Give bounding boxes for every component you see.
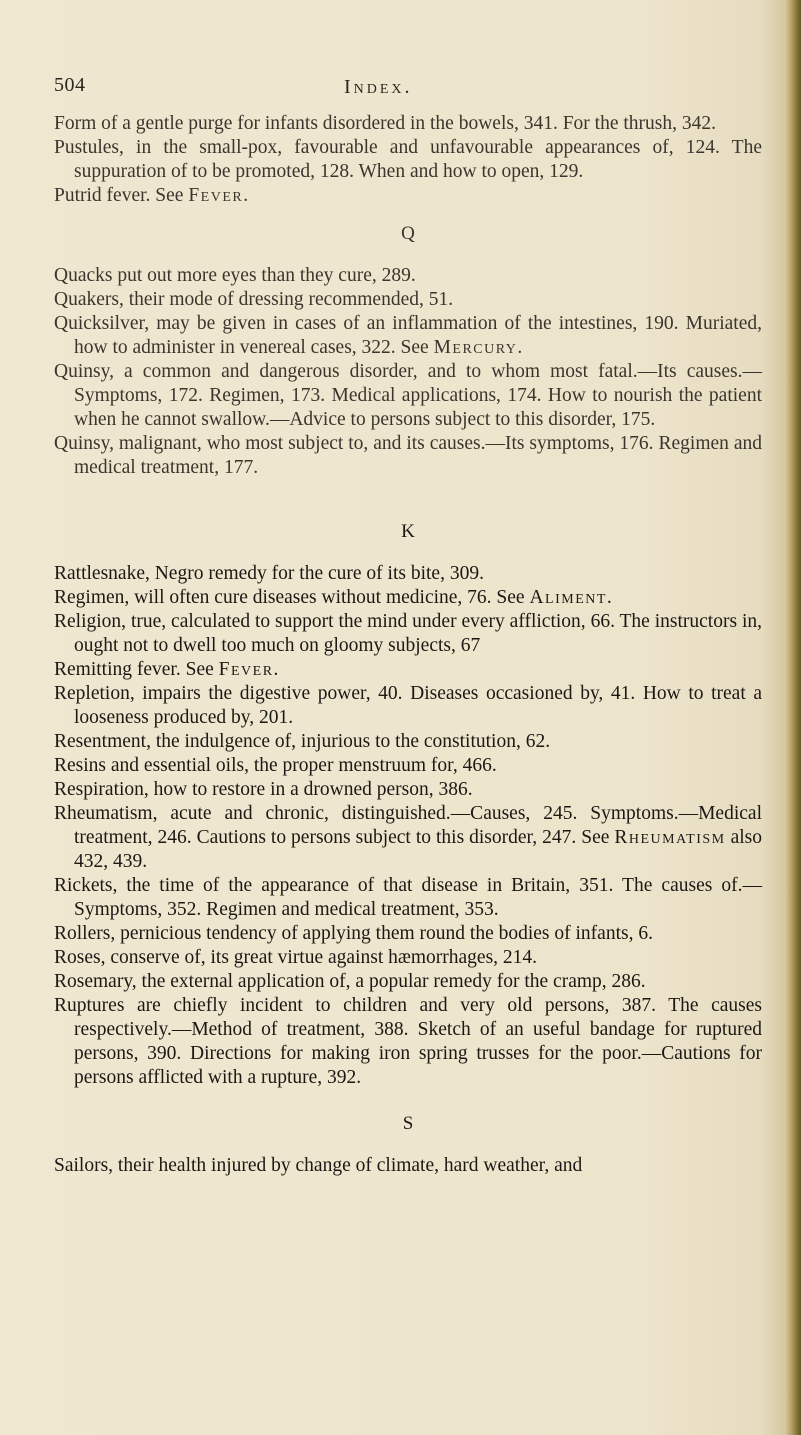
index-entry-quinsy: Quinsy, a common and dangerous disorder, and to whom most fatal.—Its causes.—Symptoms, 172. Regimen, 173. Medical applications, 174. How to nourish the patient when he cannot swallow.—Advice to persons subject to this disorder, 175.: [54, 361, 762, 430]
cross-reference: Fever.: [218, 659, 280, 680]
entry-text: Rheumatism, acute and chronic, distinguished.—Causes, 245. Symptoms.—Medical treatment, 246. Cautions to persons subject to this disorder, 247. See: [54, 803, 762, 848]
cross-reference: Mercury.: [433, 337, 524, 358]
index-entry-quacks: Quacks put out more eyes than they cure, 289.: [54, 265, 416, 286]
cross-reference: Rheumatism: [614, 827, 726, 848]
index-entry-quakers: Quakers, their mode of dressing recommended, 51.: [54, 289, 454, 310]
section-letter-q: Q: [401, 223, 415, 244]
index-entry-rickets: Rickets, the time of the appearance of that disease in Britain, 351. The causes of.—Symptoms, 352. Regimen and medical treatment, 353.: [54, 875, 762, 920]
index-entry-form: Form of a gentle purge for infants disordered in the bowels, 341. For the thrush, 342.: [54, 113, 716, 134]
index-entry-rollers: Rollers, pernicious tendency of applying them round the bodies of infants, 6.: [54, 923, 653, 944]
index-entry-putrid-fever: [54, 184, 762, 208]
running-title: Index.: [344, 76, 413, 98]
section-letter-s: S: [402, 1113, 414, 1134]
cross-reference: Aliment.: [529, 587, 614, 608]
index-entry-remitting-fever: [54, 658, 762, 682]
index-content: [54, 112, 762, 1178]
index-entry-pustules: Pustules, in the small-pox, favourable and unfavourable appearances of, 124. The suppuration of to be promoted, 128. When and how to open, 129.: [54, 137, 762, 182]
index-entry-sailors: Sailors, their health injured by change of climate, hard weather, and: [54, 1155, 583, 1176]
page-number: 504: [54, 74, 86, 96]
index-entry-religion: Religion, true, calculated to support the mind under every affliction, 66. The instructors in, ought not to dwell too much on gloomy subjects, 67: [54, 611, 762, 656]
index-entry-rheumatism: [54, 802, 762, 874]
cross-reference: Fever.: [188, 185, 250, 206]
index-entry-rosemary: Rosemary, the external application of, a popular remedy for the cramp, 286.: [54, 971, 646, 992]
entry-text: Quicksilver, may be given in cases of an inflammation of the intestines, 190. Muriated, how to administer in venereal cases, 322. See: [54, 313, 762, 358]
section-letter-r: K: [401, 521, 415, 542]
index-entry-quinsy-malignant: Quinsy, malignant, who most subject to, and its causes.—Its symptoms, 176. Regimen and medical treatment, 177.: [54, 433, 762, 478]
entry-text: Putrid fever. See: [54, 185, 189, 206]
page-header: [54, 74, 754, 104]
index-entry-roses: Roses, conserve of, its great virtue against hæmorrhages, 214.: [54, 947, 538, 968]
index-entry-quicksilver: [54, 312, 762, 360]
index-entry-rattlesnake: Rattlesnake, Negro remedy for the cure of its bite, 309.: [54, 563, 484, 584]
index-entry-resentment: Resentment, the indulgence of, injurious to the constitution, 62.: [54, 731, 551, 752]
entry-tail: also 432, 439.: [74, 827, 762, 872]
entry-text: Regimen, will often cure diseases without medicine, 76. See: [54, 587, 530, 608]
page-edge: [785, 0, 801, 1435]
index-entry-respiration: Respiration, how to restore in a drowned person, 386.: [54, 779, 473, 800]
index-entry-regimen: [54, 586, 762, 610]
entry-text: Remitting fever. See: [54, 659, 219, 680]
index-entry-ruptures: Ruptures are chiefly incident to children and very old persons, 387. The causes respectively.—Method of treatment, 388. Sketch of an useful bandage for ruptured persons, 390. Directions for making iron spring trusses for the poor.—Cautions for persons afflicted with a rupture, 392.: [54, 995, 762, 1088]
index-entry-resins: Resins and essential oils, the proper menstruum for, 466.: [54, 755, 497, 776]
index-entry-repletion: Repletion, impairs the digestive power, 40. Diseases occasioned by, 41. How to treat a looseness produced by, 201.: [54, 683, 762, 728]
